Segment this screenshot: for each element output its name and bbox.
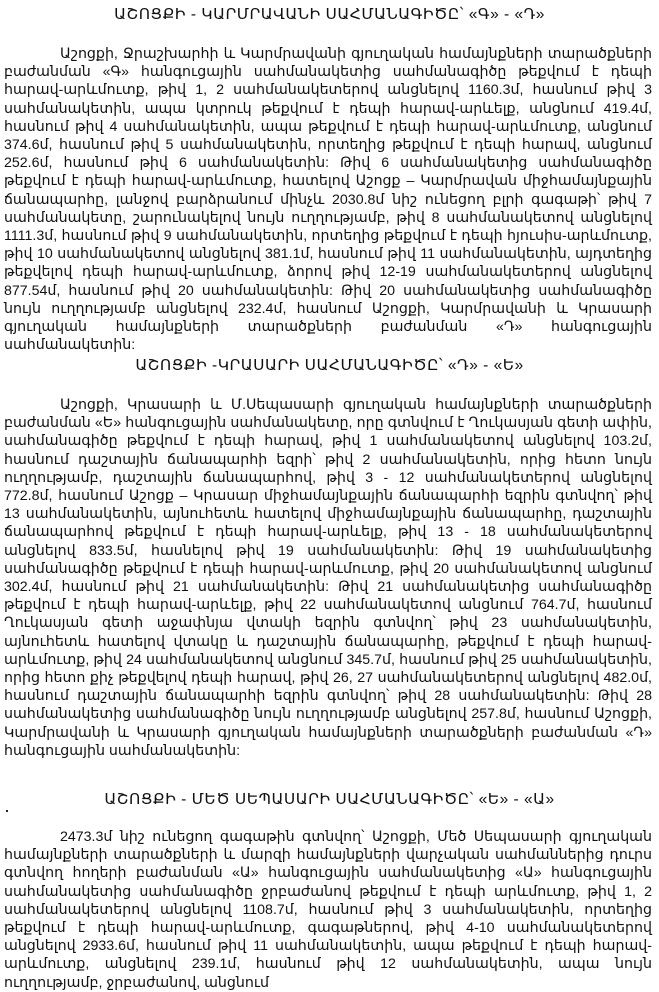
section-title-g-d: ԱՇՈՑՔԻ - ԿԱՐՄՐԱՎԱՆԻ ՍԱՀՄԱՆԱԳԻԾԸ՝ «Գ» - «Դ» bbox=[114, 6, 545, 23]
section-title-d-e: ԱՇՈՑՔԻ -ԿՐԱՍԱՐԻ ՍԱՀՄԱՆԱԳԻԾԸ՝ «Դ» - «Ե» bbox=[135, 357, 524, 374]
section-title-e-a: ԱՇՈՑՔԻ - ՄԵԾ ՍԵՊԱՍԱՐԻ ՍԱՀՄԱՆԱԳԻԾԸ՝ «Ե» - «Ա» bbox=[104, 791, 555, 808]
section-body-e-a: 2473.3մ նիշ ունեցող գագաթին գտնվող՝ Աշոցքի, Մեծ Սեպասարի գյուղական համայնքների տարածքների և մարզի համայնքների վարչական սահմաններից դուրս գտնվող հողերի բաժանման «Ա» հանգուցային սահմանակետից «Ա» հանգուցային սահմանակետից սահմանագիծը ջրբաժանով թեքվում է դեպի արևմուտք, թիվ 1, 2 սահմանակետերով անցնելով 1108.7մ, հասնում թիվ 3 սահմանակետին, որտեղից թեքվում է դեպի հարավ-արևմուտք, գագաթներով, թիվ 4-10 սահմանակետերով անցնելով 2933.6մ, հասնում թիվ 11 սահմանակետին, ապա թեքվում է դեպի հարավ-արևմուտք, անցնելով 239.1մ, հասնում թիվ 12 սահմանակետին, ապա նույն ուղղությամբ, ջրբաժանով, անցնում bbox=[4, 829, 652, 991]
section-body-g-d: Աշոցքի, Ջրաշխարհի և Կարմրավանի գյուղական համայնքների տարածքների բաժանման «Գ» հանգուցային սահմանակետից սահմանագիծը թեքվում է դեպի հարավ-արևմուտք, թիվ 1, 2 սահմանակետերով անցնելով 1160.3մ, հասնում թիվ 3 սահմանակետին, ապա կտրուկ թեքվում է դեպի հարավ-արևելք, անցնում 419.4մ, հասնում թիվ 4 սահմանակետին, ապա թեքվում է դեպի հարավ-արևմուտք, անցնում 374.6մ, հասնում թիվ 5 սահմանակետին, որտեղից թեքվում է դեպի հարավ, անցնում 252.6մ, հասնում թիվ 6 սահմանակետին: Թիվ 6 սահմանակետից սահմանագիծը թեքվում է դեպի հարավ-արևմուտք, հատելով Աշոցք – Կարմրավան միջհամայնքային ճանապարհը, լանջով բարձրանում մինչև 2030.8մ նիշ ունեցող բլրի գագաթի՝ թիվ 7 սահմանակետը, շարունակելով նույն ուղղությամբ, թիվ 8 սահմանակետով անցնելով 1111.3մ, հասնում թիվ 9 սահմանակետին, որտեղից թեքվում է դեպի հյուսիս-արևմուտք, թիվ 10 սահմանակետով անցնելով 381.1մ, հասնում թիվ 11 սահմանակետին, այդտեղից թեքվելով դեպի հարավ-արևմուտք, ձորով թիվ 12-19 սահմանակետերով անցնելով 877.54մ, հասնում թիվ 20 սահմանակետին: Թիվ 20 սահմանակետից սահմանագիծը նույն ուղղությամբ անցնելով 232.4մ, հասնում Աշոցքի, Կարմրավանի և Կրասարի գյուղական համայնքների տարածքների բաժանման «Դ» հանգուցային սահմանակետին: bbox=[4, 46, 652, 354]
section-body-d-e: Աշոցքի, Կրասարի և Մ.Սեպասարի գյուղական համայնքների տարածքների բաժանման «Ե» հանգուցային սահմանակետը, որը գտնվում է Ղուկասյան գետի ափին, սահմանագիծը թեքվում է դեպի հարավ, թիվ 1 սահմանակետով անցնելով 103.2մ, հասնում դաշտային ճանապարհի եզրի՝ թիվ 2 սահմանակետին, որից հետո նույն ուղղությամբ, դաշտային ճանապարհով, թիվ 3 - 12 սահմանակետերով անցնելով 772.8մ, հասնում Աշոցք – Կրասար միջհամայնքային ճանապարհի եզրին գտնվող՝ թիվ 13 սահմանակետին, այնուհետև հատելով միջհամայնքային ճանապարհը, դաշտային ճանապարհով թեքվում է դեպի հարավ-արևելք, թիվ 13 - 18 սահմանակետերով անցնելով 833.5մ, հասնելով թիվ 19 սահմանակետին: Թիվ 19 սահմանակետից սահմանագիծը թեքվում է դեպի հարավ-արևմուտք, թիվ 20 սահմանակետով անցնում 302.4մ, հասնում թիվ 21 սահմանակետին: Թիվ 21 սահմանակետից սահմանագիծը թեքվում է դեպի հարավ-արևելք, թիվ 22 սահմանակետով անցնում 764.7մ, հասնում Ղուկասյան գետի աջափնյա վտակի եզրին գտնվող՝ թիվ 23 սահմանակետին, այնուհետև հատելով վտակը և դաշտային ճանապարհը, թեքվում է դեպի հարավ-արևմուտք, թիվ 24 սահմանակետով անցնում 345.7մ, հասնում թիվ 25 սահմանակետին, որից հետո քիչ թեքվելով դեպի հարավ, թիվ 26, 27 սահմանակետերով անցնելով 482.0մ, հասնում դաշտային ճանապարհի եզրին գտնվող՝ թիվ 28 սահմանակետին: Թիվ 28 սահմանակետից սահմանագիծը նույն ուղղությամբ անցնելով 257.8մ, հասնում Աշոցքի, Կարմրավանի և Կրասարի գյուղական համայնքների տարածքների բաժանման «Դ» հանգուցային սահմանակետին: bbox=[4, 397, 652, 759]
scan-speck bbox=[6, 810, 8, 812]
